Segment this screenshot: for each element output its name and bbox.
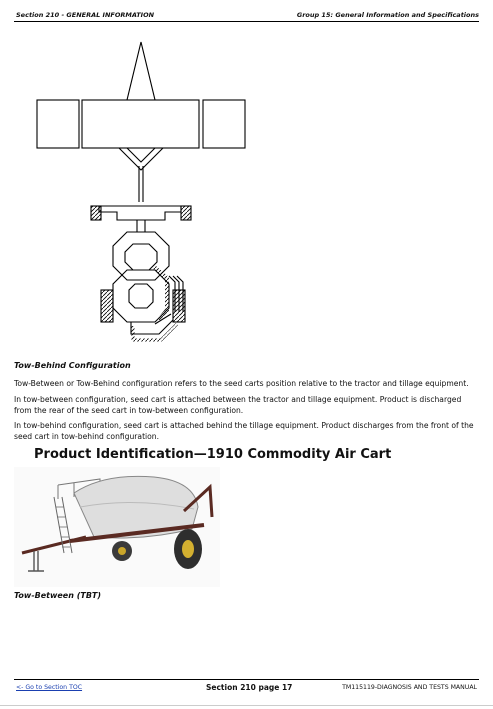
cart-frame bbox=[99, 206, 181, 220]
rear-right-wheel bbox=[173, 290, 185, 322]
paragraph-1: Tow-Between or Tow-Behind configuration refers to the seed carts position relative to the tractor and tillage equipment. bbox=[14, 379, 469, 388]
section-heading: Product Identification—1910 Commodity Air Cart bbox=[34, 447, 392, 462]
header-section-title: Section 210 - GENERAL INFORMATION bbox=[16, 11, 155, 19]
hitch-arrow bbox=[127, 42, 155, 100]
diagram-caption: Tow-Behind Configuration bbox=[14, 361, 131, 370]
tow-behind-diagram bbox=[35, 40, 247, 352]
front-left-wheel bbox=[91, 206, 101, 220]
header-group-title: Group 15: General Information and Specifications bbox=[296, 11, 479, 19]
paragraph-3: In tow-behind configuration, seed cart is attached behind the tillage equipment. Product discharges from the front of the seed cart in tow-behind configuration. bbox=[14, 421, 474, 441]
side-hatch bbox=[153, 266, 167, 320]
rear-tank bbox=[113, 270, 169, 322]
tillage-center bbox=[82, 100, 199, 148]
header-divider bbox=[14, 21, 479, 22]
paragraph-2: In tow-between configuration, seed cart is attached between the tractor and tillage equipment. Product is discharged from the rear of the seed cart in tow-between configuration. bbox=[14, 395, 462, 415]
rear-left-wheel bbox=[101, 290, 113, 322]
tillage-right-wing bbox=[203, 100, 245, 148]
manual-title: TM115119-DIAGNOSIS AND TESTS MANUAL bbox=[342, 684, 477, 691]
front-right-wheel bbox=[181, 206, 191, 220]
page-bottom-edge bbox=[0, 705, 493, 706]
page-header bbox=[14, 8, 479, 20]
footer-divider bbox=[14, 679, 479, 680]
photo-caption: Tow-Between (TBT) bbox=[14, 591, 102, 600]
section-toc-link[interactable]: <- Go to Section TOC bbox=[16, 684, 83, 691]
page-number: Section 210 page 17 bbox=[206, 683, 293, 692]
air-cart-photo bbox=[14, 467, 220, 587]
tongue bbox=[119, 148, 163, 170]
tillage-left-wing bbox=[37, 100, 79, 148]
